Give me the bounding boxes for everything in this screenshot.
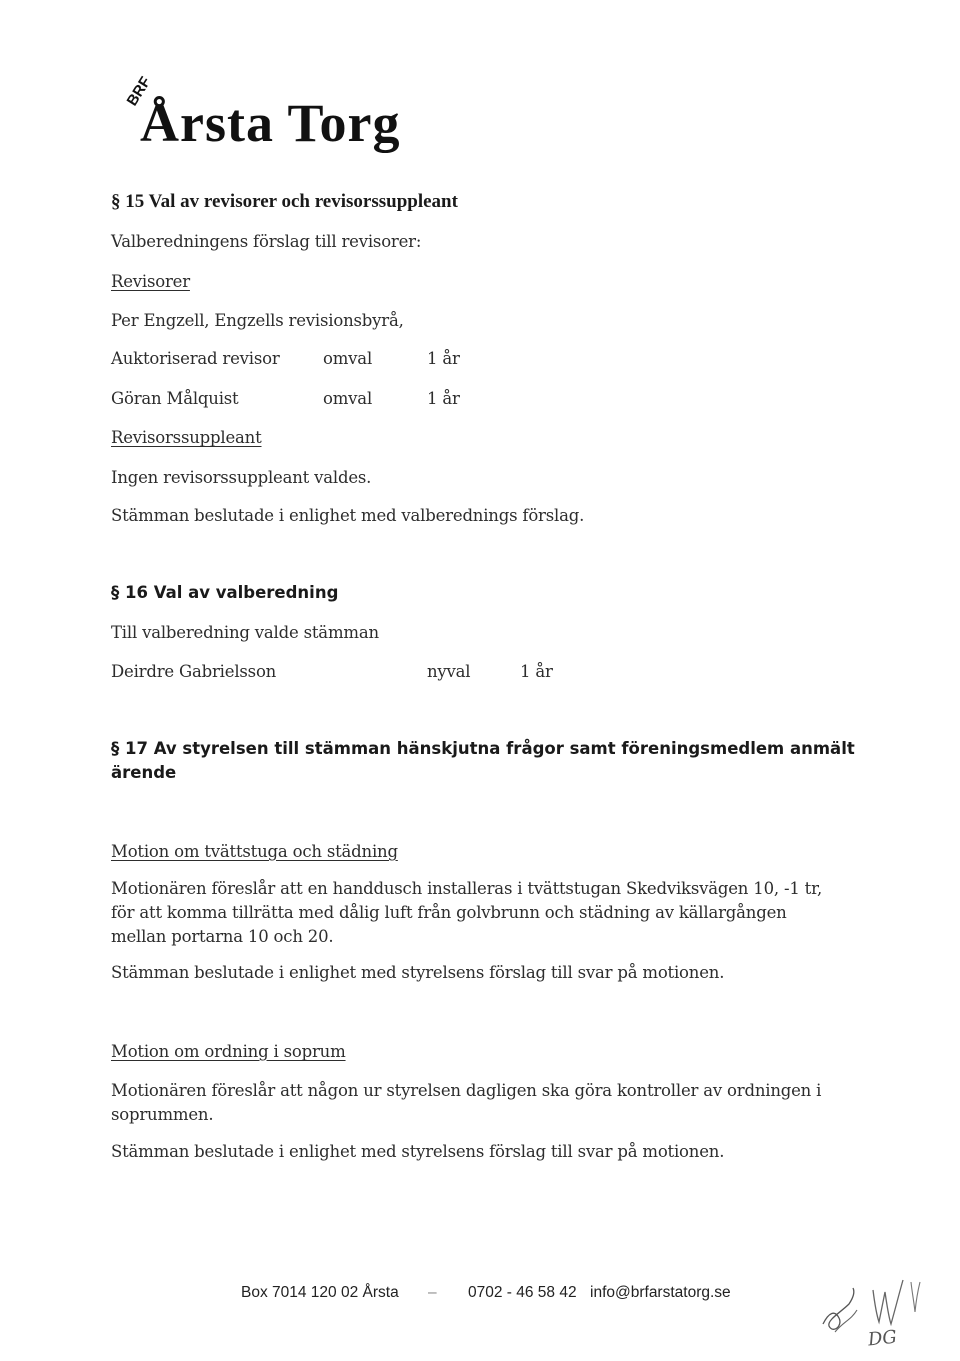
- motion-2-title: Motion om ordning i soprum: [111, 1042, 346, 1061]
- motion-2-line: Motionären föreslår att någon ur styrelsen dagligen ska göra kontroller av ordningen i: [111, 1081, 822, 1100]
- revisor-row-term: 1 år: [427, 389, 460, 408]
- valberedning-row-term: 1 år: [520, 662, 553, 681]
- motion-1-line: för att komma tillrätta med dålig luft från golvbrunn och städning av källargången: [111, 903, 787, 922]
- footer-separator: –: [428, 1284, 437, 1301]
- footer-phone: 0702 - 46 58 42: [468, 1284, 577, 1301]
- section-17-heading-line2: ärende: [111, 763, 177, 782]
- footer-address: Box 7014 120 02 Årsta: [241, 1284, 399, 1301]
- motion-1-body: [111, 877, 822, 949]
- revisor-row-status: omval: [323, 349, 373, 368]
- revisorssuppleant-text: Ingen revisorssuppleant valdes.: [111, 468, 372, 487]
- section-16-heading: § 16 Val av valberedning: [111, 583, 339, 602]
- revisor-row-term: 1 år: [427, 349, 460, 368]
- section-15-intro: Valberedningens förslag till revisorer:: [111, 232, 422, 251]
- section-17-heading-line1: § 17 Av styrelsen till stämman hänskjutna frågor samt föreningsmedlem anmält: [111, 739, 855, 758]
- valberedning-row-name: Deirdre Gabrielsson: [111, 662, 277, 681]
- revisor-row-name: Auktoriserad revisor: [111, 349, 280, 368]
- valberedning-row-status: nyval: [427, 662, 471, 681]
- section-15-heading: § 15 Val av revisorer och revisorssuppleant: [111, 191, 458, 212]
- motion-2-line: soprummen.: [111, 1105, 214, 1124]
- footer-email: info@brfarstatorg.se: [590, 1284, 731, 1301]
- signature-initials: DG: [866, 1326, 898, 1351]
- motion-1-decision: Stämman beslutade i enlighet med styrelsens förslag till svar på motionen.: [111, 963, 725, 982]
- revisor-firm-line: Per Engzell, Engzells revisionsbyrå,: [111, 311, 404, 330]
- logo-name: Årsta Torg: [140, 93, 401, 153]
- motion-1-title: Motion om tvättstuga och städning: [111, 842, 398, 861]
- revisorer-heading: Revisorer: [111, 272, 190, 291]
- revisor-row-status: omval: [323, 389, 373, 408]
- motion-1-line: mellan portarna 10 och 20.: [111, 927, 334, 946]
- section-15-decision: Stämman beslutade i enlighet med valberednings förslag.: [111, 506, 585, 525]
- revisor-row-name: Göran Målquist: [111, 389, 239, 408]
- logo-brf-text: BRF: [123, 73, 155, 109]
- revisorssuppleant-heading: Revisorssuppleant: [111, 428, 262, 447]
- motion-1-line: Motionären föreslår att en handdusch installeras i tvättstugan Skedviksvägen 10, -1 tr,: [111, 879, 823, 898]
- motion-2-decision: Stämman beslutade i enlighet med styrelsens förslag till svar på motionen.: [111, 1142, 725, 1161]
- section-16-intro: Till valberedning valde stämman: [111, 623, 379, 642]
- motion-2-body: [111, 1079, 821, 1127]
